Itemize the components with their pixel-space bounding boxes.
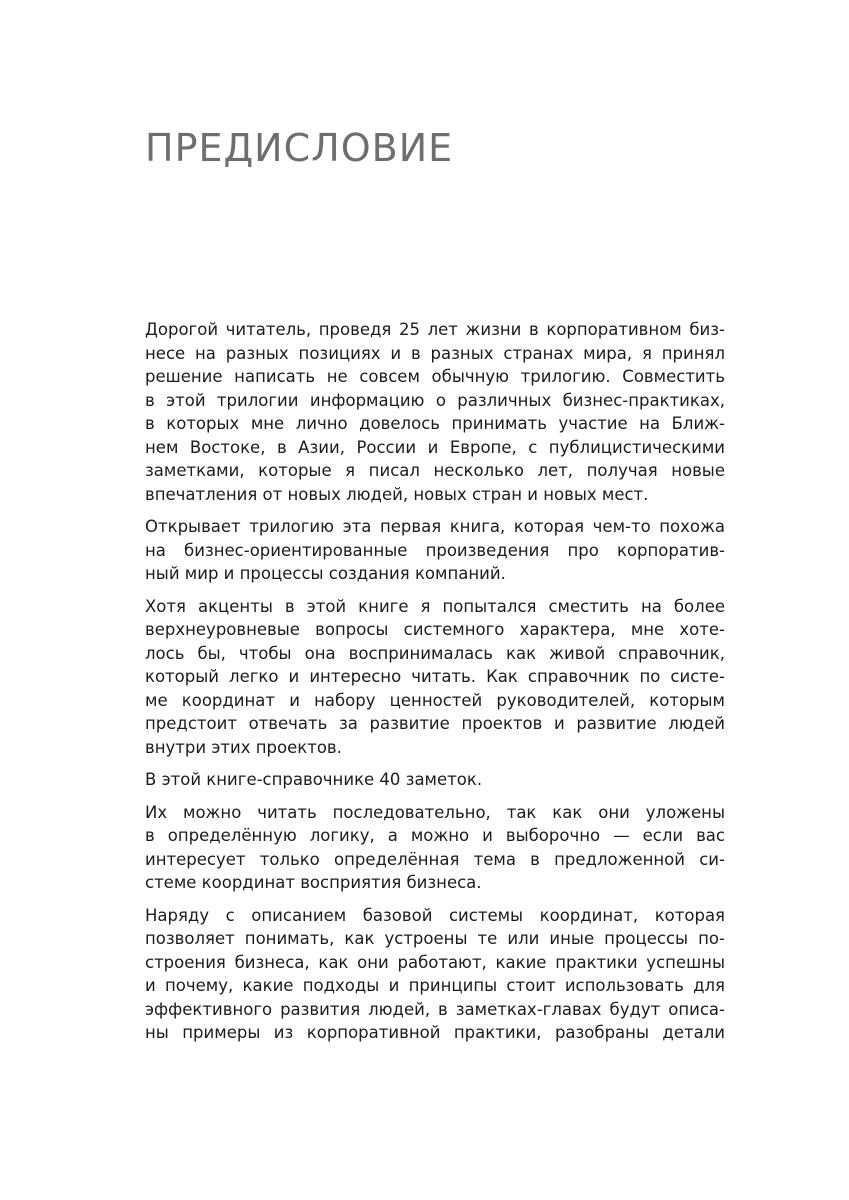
text-line: и почему, какие подходы и принципы стоит использовать для (145, 976, 725, 995)
text-line: Их можно читать последовательно, так как они уложены (145, 802, 725, 822)
body-text (145, 318, 725, 1054)
text-line: решение написать не совсем обычную трилогию. Совместить (145, 367, 725, 386)
paragraph (145, 318, 725, 506)
text-line: впечатления от новых людей, новых стран и новых мест. (145, 484, 649, 504)
text-line: ный мир и процессы создания компаний. (145, 564, 506, 583)
text-line: Открывает трилогию эта первая книга, которая чем-то похожа (145, 517, 725, 536)
text-line: строения бизнеса, как они работают, какие практики успешны (145, 952, 725, 972)
text-line: ме координат и набору ценностей руководителей, которым (145, 690, 725, 710)
text-line: несе на разных позициях и в разных странах мира, я принял (145, 343, 725, 363)
text-line: лось бы, чтобы она воспринималась как живой справочник, (145, 643, 725, 663)
paragraph (145, 595, 725, 760)
text-line: в которых мне лично довелось принимать участие на Ближ- (145, 414, 725, 433)
text-line: внутри этих проектов. (145, 737, 342, 757)
paragraph (145, 904, 725, 1045)
text-line: в этой трилогии информацию о различных бизнес-практиках, (145, 390, 725, 410)
paragraph (145, 801, 725, 895)
text-line: в определённую логику, а можно и выборочно — если вас (145, 826, 725, 845)
paragraph (145, 768, 725, 792)
text-line: предстоит отвечать за развитие проектов и развитие людей (145, 714, 725, 733)
text-line: на бизнес-ориентированные произведения про корпоратив- (145, 540, 725, 560)
text-line: интересует только определённая тема в предложенной си- (145, 849, 725, 869)
text-line: эффективного развития людей, в заметках-главах будут описа- (145, 999, 725, 1019)
text-line: который легко и интересно читать. Как справочник по систе- (145, 667, 725, 686)
page-title: ПРЕДИСЛОВИЕ (145, 126, 454, 170)
text-line: верхнеуровневые вопросы системного характера, мне хоте- (145, 620, 725, 639)
text-line: ны примеры из корпоративной практики, разобраны детали (145, 1023, 725, 1042)
text-line: позволяет понимать, как устроены те или иные процессы по- (145, 929, 725, 948)
text-line: В этой книге-справочнике 40 заметок. (145, 770, 483, 789)
text-line: заметками, которые я писал несколько лет, получая новые (145, 461, 725, 480)
text-line: Наряду с описанием базовой системы координат, которая (145, 905, 725, 925)
text-line: нем Востоке, в Азии, России и Европе, с публицистическими (145, 437, 725, 457)
text-line: стеме координат восприятия бизнеса. (145, 873, 482, 892)
text-line: Дорогой читатель, проведя 25 лет жизни в корпоративном биз- (145, 320, 725, 339)
paragraph (145, 515, 725, 586)
text-line: Хотя акценты в этой книге я попытался сместить на более (145, 596, 725, 616)
